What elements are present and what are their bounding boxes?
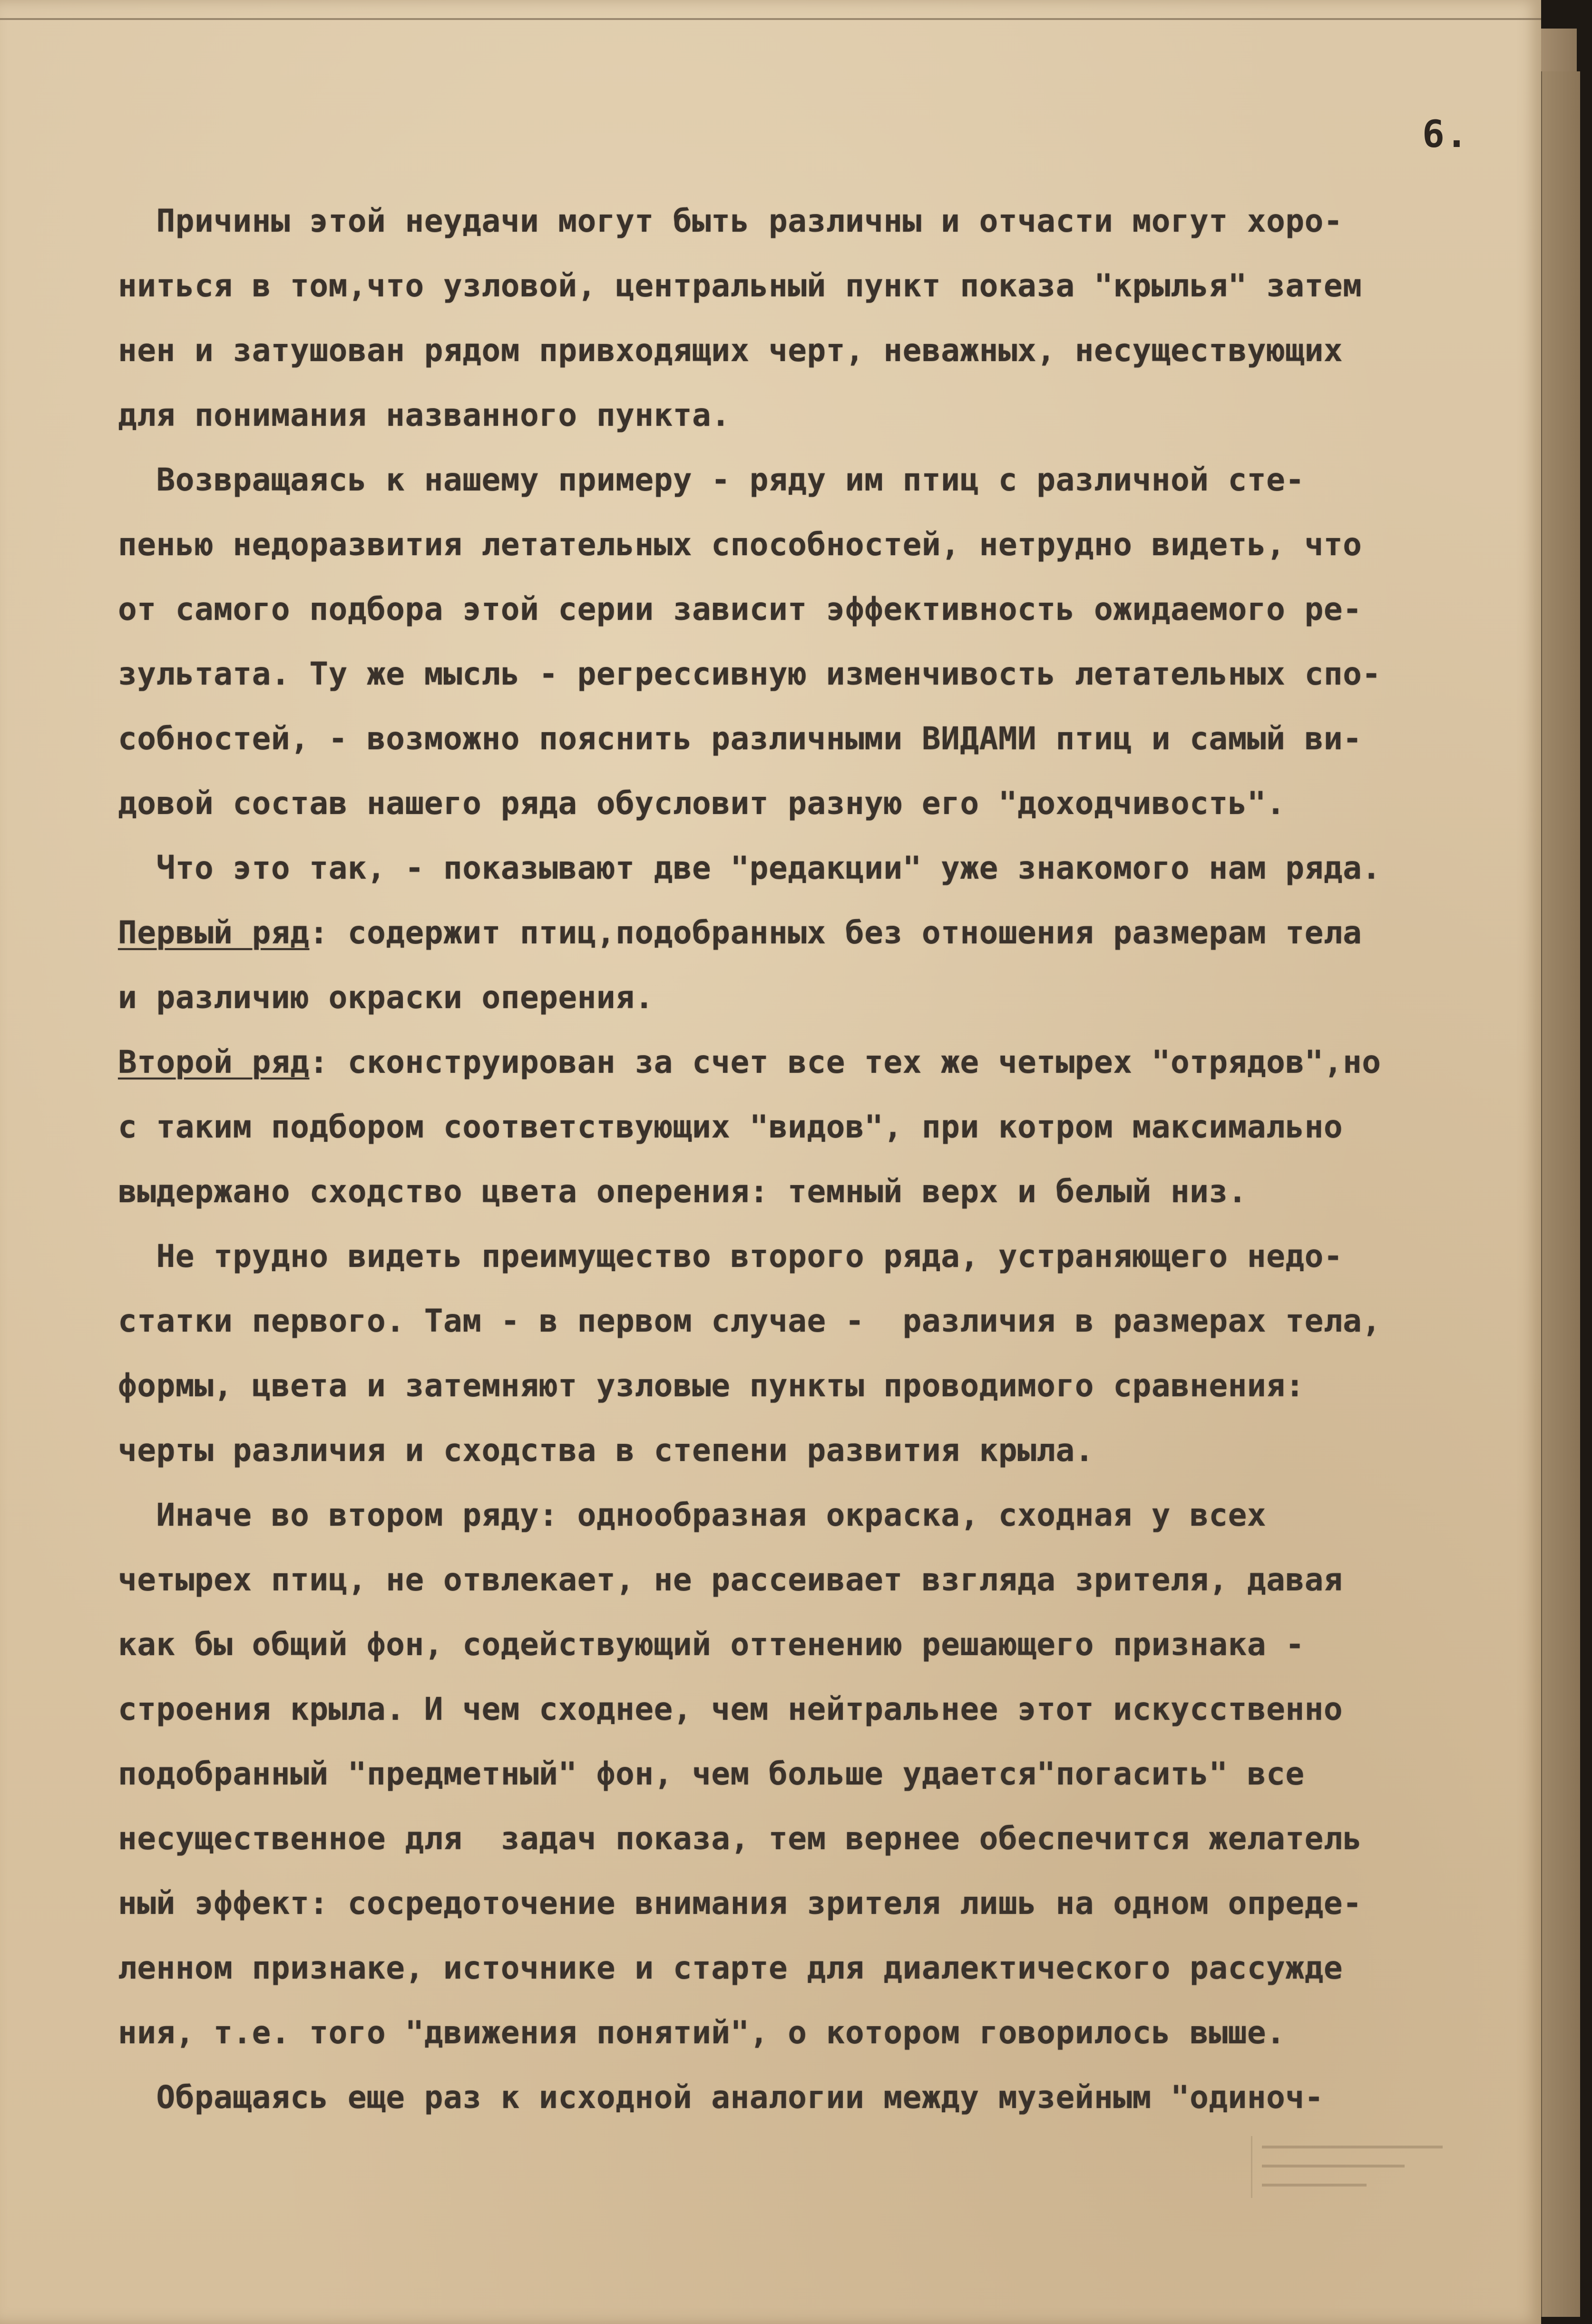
text-line: для понимания названного пункта. <box>118 397 731 433</box>
text-line: Иначе во втором ряду: однообразная окраска, сходная у всех <box>118 1497 1267 1533</box>
text-line: Обращаясь еще раз к исходной аналогии между музейным "одиноч- <box>118 2079 1324 2116</box>
text-line: выдержано сходство цвета оперения: темный верх и белый низ. <box>118 1173 1247 1210</box>
text-line: и различию окраски оперения. <box>118 979 654 1016</box>
text-line: Возвращаясь к нашему примеру - ряду им птиц с различной сте- <box>118 461 1305 498</box>
text-line: черты различия и сходства в степени развития крыла. <box>118 1432 1094 1469</box>
page-number: 6. <box>1422 113 1469 156</box>
text-line: от самого подбора этой серии зависит эффективность ожидаемого ре- <box>118 591 1362 628</box>
text-line: собностей, - возможно пояснить различными ВИДАМИ птиц и самый ви- <box>118 720 1362 757</box>
text-line: подобранный "предметный" фон, чем больше удается"погасить" все <box>118 1755 1305 1792</box>
text-line: Не трудно видеть преимущество второго ряда, устраняющего недо- <box>118 1238 1343 1275</box>
text-line: довой состав нашего ряда обусловит разную его "доходчивость". <box>118 785 1286 822</box>
row-label: Второй ряд <box>118 1044 310 1080</box>
text-line: ниться в том,что узловой, центральный пункт показа "крылья" затем <box>118 267 1362 304</box>
page-edge-back <box>1541 71 1580 2317</box>
text-line: как бы общий фон, содействующий оттенению решающего признака - <box>118 1626 1305 1663</box>
text-line-second-row: Второй ряд: сконструирован за счет все тех же четырех "отрядов",но <box>118 1044 1381 1080</box>
text-line: ленном признаке, источнике и старте для диалектического рассужде <box>118 1950 1343 1986</box>
text-line: строения крыла. И чем сходнее, чем нейтральнее этот искусственно <box>118 1691 1343 1727</box>
row-label: Первый ряд <box>118 914 310 951</box>
text-line: статки первого. Там - в первом случае - различия в размерах тела, <box>118 1303 1381 1339</box>
text-line: нен и затушован рядом привходящих черт, неважных, несуществующих <box>118 332 1343 369</box>
text-line: четырех птиц, не отвлекает, не рассеивает взгляда зрителя, давая <box>118 1561 1343 1598</box>
text-line: ния, т.е. того "движения понятий", о котором говорилось выше. <box>118 2014 1286 2051</box>
faded-stamp <box>1251 2136 1457 2198</box>
text-line: Причины этой неудачи могут быть различны и отчасти могут хоро- <box>118 203 1343 239</box>
text-line: Что это так, - показывают две "редакции" уже знакомого нам ряда. <box>118 850 1381 886</box>
text-line-first-row: Первый ряд: содержит птиц,подобранных без отношения размерам тела <box>118 914 1362 951</box>
text-line: пенью недоразвития летательных способностей, нетрудно видеть, что <box>118 526 1362 563</box>
text-line: с таким подбором соответствующих "видов", при котром максимально <box>118 1108 1343 1145</box>
text-line: ный эффект: сосредоточение внимания зрителя лишь на одном опреде- <box>118 1885 1362 1922</box>
top-fold-line <box>0 18 1541 20</box>
text-line: формы, цвета и затемняют узловые пункты проводимого сравнения: <box>118 1367 1305 1404</box>
text-line: зультата. Ту же мысль - регрессивную изменчивость летательных спо- <box>118 656 1381 692</box>
text-line: несущественное для задач показа, тем вернее обеспечится желатель <box>118 1820 1362 1857</box>
